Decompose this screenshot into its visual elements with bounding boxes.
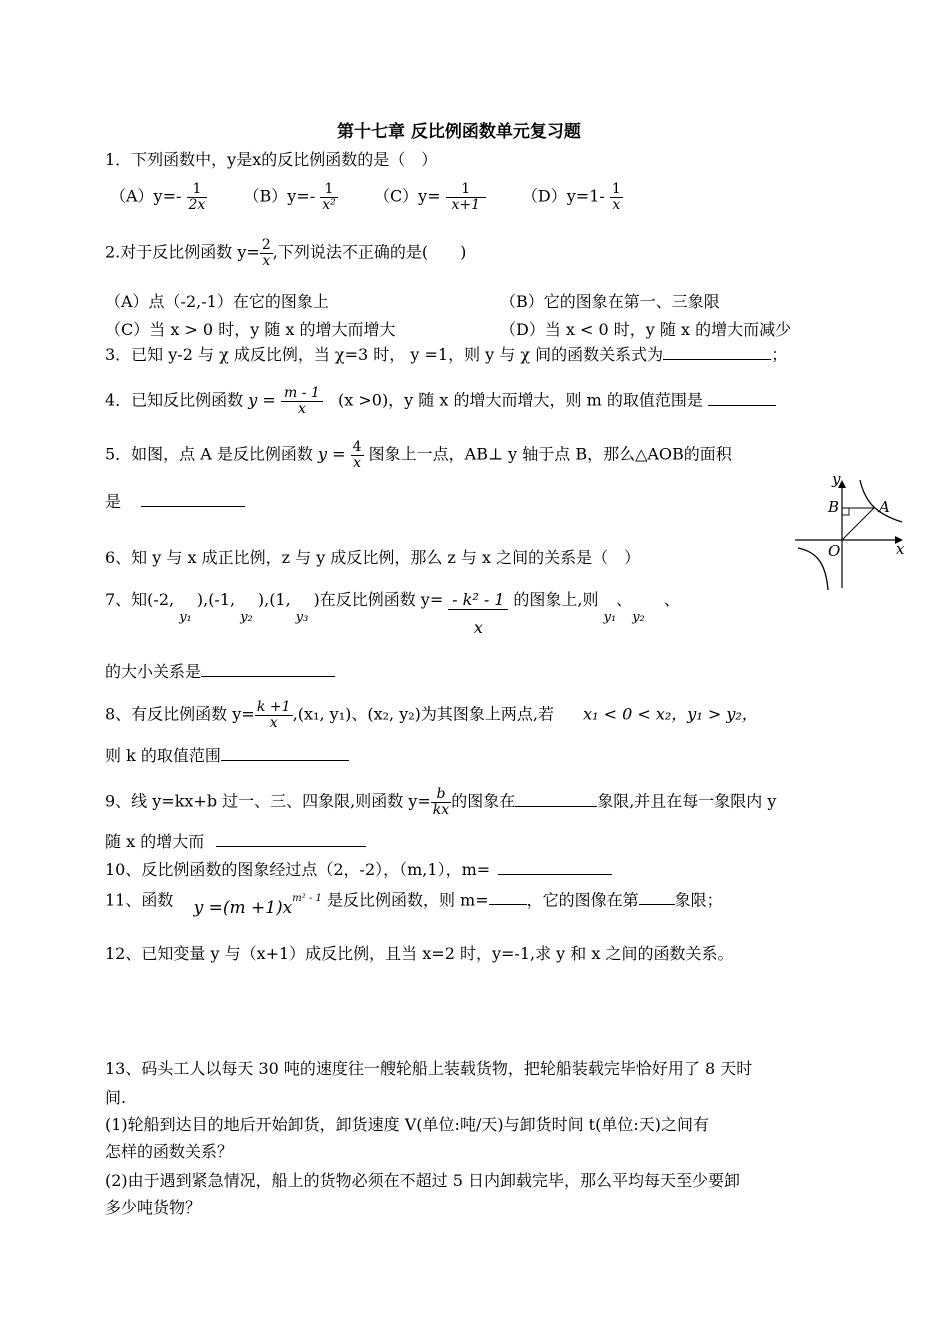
q13-line-2: 间. — [105, 1088, 127, 1107]
q7-stem-e: 的图象上,则 — [513, 590, 599, 609]
q2-denominator: x — [262, 252, 271, 269]
q2-option-a: （A）点（-2,-1）在它的图象上 — [105, 292, 329, 311]
q9-stem-c: 象限,并且在每一象限内 y — [597, 791, 777, 811]
q5-fraction — [351, 440, 364, 470]
q9-fraction — [431, 787, 451, 817]
q8-line-2 — [105, 748, 349, 764]
q1-b-numerator: 1 — [320, 182, 338, 198]
q7-stem-d: )在反比例函数 y= — [313, 590, 444, 609]
q13-line-5: (2)由于遇到紧急情况，船上的货物必须在不超过 5 日内卸载完毕，那么平均每天至少要卸 — [105, 1171, 741, 1190]
q5-line-2 — [105, 494, 245, 510]
q4-stem-end: (x >0)，y 随 x 的增大而增大，则 m 的取值范围是 — [338, 390, 703, 410]
q2-stem-end: ,下列说法不正确的是( ) — [272, 242, 467, 262]
q7-answer-blank — [201, 676, 335, 677]
q10-text: 10、反比例函数的图象经过点（2，-2），（m,1），m= — [105, 860, 491, 879]
q4-answer-blank — [708, 405, 776, 406]
q9-blank-quadrant — [515, 806, 597, 807]
question-9 — [105, 787, 776, 817]
q7-y2: y₂ — [240, 610, 253, 625]
hyperbola-branch-third-quadrant — [798, 548, 828, 590]
q8-stem-a: 8、有反比例函数 y= — [105, 704, 255, 724]
question-8 — [105, 700, 758, 730]
q8-condition: x₁ < 0 < x₂，y₁ > y₂， — [583, 704, 758, 724]
q1-c-numerator: 1 — [446, 182, 486, 198]
q7-y1: y₁ — [179, 610, 192, 625]
hyperbola-figure — [790, 470, 910, 595]
q1-b-denominator: x² — [322, 196, 336, 213]
q8-answer-blank — [221, 760, 349, 761]
q9-stem-a: 9、线 y=kx+b 过一、三、四象限,则函数 y= — [105, 791, 431, 811]
q5-lhs: y = — [318, 444, 346, 464]
q1-option-c-fraction — [446, 182, 486, 212]
x-axis-label: x — [896, 540, 905, 558]
q2-option-d: （D）当 x < 0 时，y 随 x 的增大而减少 — [500, 320, 792, 339]
q1-option-c-label: （C）y= — [373, 186, 441, 206]
q1-d-denominator: x — [612, 196, 621, 213]
q13-line-1: 13、码头工人以每天 30 吨的速度往一艘轮船上装载货物，把轮船装载完毕恰好用了 8 天时 — [105, 1059, 753, 1078]
q5-stem-start: 5．如图，点 A 是反比例函数 — [105, 444, 313, 464]
point-b-label: B — [828, 498, 840, 516]
q1-c-denominator: x+1 — [451, 196, 480, 213]
segment-oa — [842, 508, 874, 540]
q9-line-2-text: 随 x 的增大而 — [105, 832, 205, 851]
question-6: 6、知 y 与 x 成正比例，z 与 y 成反比例，那么 z 与 x 之间的关系是（ ） — [105, 548, 641, 567]
origin-label: O — [828, 542, 841, 560]
question-10 — [105, 862, 612, 878]
page-title: 第十七章 反比例函数单元复习题 — [337, 122, 581, 142]
q1-a-numerator: 1 — [187, 182, 208, 198]
q1-option-d-label: （D）y=1- — [521, 186, 605, 206]
q5-line-2-text: 是 — [105, 492, 122, 511]
question-7 — [105, 592, 680, 637]
question-3 — [105, 347, 787, 363]
q13-line-3: (1)轮船到达目的地后开始卸货，卸货速度 V(单位:吨/天)与卸货时间 t(单位:天)之间有 — [105, 1115, 709, 1134]
q13-line-6: 多少吨货物？ — [105, 1198, 202, 1217]
q1-d-numerator: 1 — [611, 181, 621, 197]
q11-stem-b: 是反比例函数，则 m= — [326, 890, 489, 910]
q10-answer-blank — [498, 874, 612, 875]
q4-stem-start: 4．已知反比例函数 — [105, 390, 244, 410]
q7-stem-b: ),(-1, — [196, 590, 236, 609]
q7-separator-1: 、 — [616, 590, 633, 609]
point-a-label: A — [879, 498, 890, 516]
q8-numerator: k +1 — [255, 700, 293, 716]
q7-line-2-text: 的大小关系是 — [105, 662, 202, 681]
q7-line-2 — [105, 664, 335, 680]
question-2-stem — [105, 238, 466, 268]
q3-text: 3．已知 y-2 与 χ 成反比例，当 χ=3 时， y =1，则 y 与 χ 间的函数关系式为 — [105, 345, 664, 364]
q11-stem-a: 11、函数 — [105, 890, 174, 910]
q7-fraction — [448, 592, 508, 637]
q13-line-4: 怎样的函数关系？ — [105, 1142, 234, 1161]
q9-line-2 — [105, 834, 366, 850]
q4-fraction — [281, 386, 323, 416]
q7-stem-c: ),(1, — [257, 590, 291, 609]
q4-denominator: x — [297, 400, 306, 417]
q2-stem-start: 2.对于反比例函数 y= — [105, 242, 260, 262]
q7-y2-compare: y₂ — [632, 610, 645, 625]
q8-denominator: x — [269, 714, 278, 731]
q5-denominator: x — [353, 454, 362, 471]
question-1-options — [110, 182, 623, 212]
y-axis-label: y — [832, 470, 841, 488]
q1-option-b-fraction — [320, 182, 338, 212]
q11-formula: y =(m +1)x — [193, 898, 293, 919]
q1-a-denominator: 2x — [188, 196, 206, 213]
q5-answer-blank — [141, 506, 245, 507]
q4-numerator: m - 1 — [281, 386, 323, 402]
q9-blank-trend — [216, 846, 366, 847]
q1-option-a-label: （A）y=- — [110, 186, 182, 206]
q11-blank-quadrant — [639, 904, 675, 905]
q3-end: ； — [771, 345, 788, 364]
q2-fraction — [260, 238, 273, 268]
q9-denominator: kx — [432, 801, 450, 818]
question-4 — [105, 386, 776, 416]
question-12: 12、已知变量 y 与（x+1）成反比例，且当 x=2 时，y=-1,求 y 和 x 之间的函数关系。 — [105, 944, 734, 963]
q3-answer-blank — [663, 359, 771, 360]
q1-option-a-fraction — [187, 182, 208, 212]
q8-line-2-text: 则 k 的取值范围 — [105, 746, 221, 765]
q9-stem-b: 的图象在 — [451, 791, 516, 811]
q7-separator-2: 、 — [663, 590, 680, 609]
q7-y1-compare: y₁ — [603, 610, 617, 625]
q7-numerator: - k² - 1 — [448, 592, 508, 610]
right-angle-mark — [842, 508, 849, 515]
q8-stem-b: ,(x₁, y₁)、(x₂, y₂)为其图象上两点,若 — [292, 704, 554, 724]
q1-option-b-label: （B）y=- — [243, 186, 316, 206]
question-11 — [105, 890, 723, 919]
q8-fraction — [255, 700, 293, 730]
question-1-stem: 1．下列函数中，y是x的反比例函数的是（ ） — [105, 150, 438, 169]
q7-stem-a: 7、知(-2, — [105, 590, 175, 609]
q11-blank-m — [489, 904, 527, 905]
q2-option-c: （C）当 x > 0 时，y 随 x 的增大而增大 — [105, 320, 396, 339]
q2-numerator: 2 — [261, 237, 271, 253]
question-5 — [105, 440, 732, 470]
q9-numerator: b — [431, 787, 451, 803]
q11-stem-d: 象限； — [674, 890, 723, 910]
q11-stem-c: ，它的图像在第 — [526, 890, 639, 910]
q5-numerator: 4 — [352, 439, 362, 455]
q1-option-d-fraction — [610, 182, 623, 212]
q4-lhs: y = — [248, 390, 276, 410]
q7-denominator: x — [473, 617, 483, 637]
q2-option-b: （B）它的图象在第一、三象限 — [500, 292, 720, 311]
q7-y3: y₃ — [295, 610, 309, 625]
q11-exponent: m² - 1 — [292, 893, 322, 904]
q5-stem-end: 图象上一点，AB⊥ y 轴于点 B，那么△AOB的面积 — [368, 444, 732, 464]
